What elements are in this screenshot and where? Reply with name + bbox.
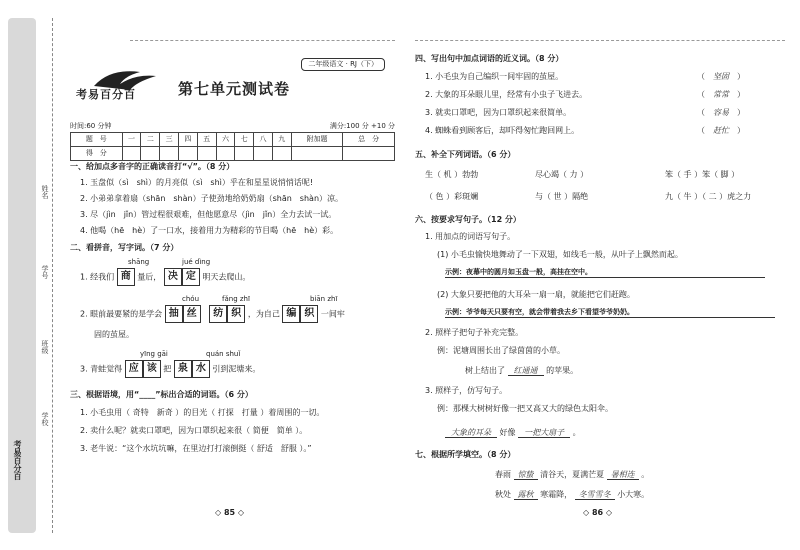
s2-q3	[80, 360, 260, 378]
char-box: 决	[164, 268, 182, 286]
s6-q2-example: 例：泥塘周围长出了绿茵茵的小草。	[437, 346, 565, 355]
score-header-cell: 七	[235, 133, 254, 147]
s5-r2-b: 与（ 世 ）隔绝	[535, 192, 589, 201]
name-label: 姓名	[41, 185, 49, 199]
section-6-title: 六、按要求写句子。（12 分）	[415, 215, 521, 224]
pinyin: chóu	[182, 295, 200, 303]
text: 好像	[499, 428, 516, 437]
char-box: 抽	[165, 305, 183, 323]
class-label: 班级	[41, 340, 49, 354]
text: 1. 经我们	[80, 272, 115, 282]
s6-q1b-answer: 示例：爷爷每天只要有空，就会带着我去乡下看望爷爷奶奶。	[445, 308, 775, 318]
pinyin: jué dìng	[182, 258, 211, 266]
char-box: 丝	[183, 305, 201, 323]
s5-r1-b: 尽心竭（ 力 ）	[535, 170, 589, 179]
s4-a1: （ 坚固 ）	[697, 72, 745, 81]
s1-q4: 4. 他喝（hē hè）了一口水，接着用力为精彩的节目喝（hē hè）彩。	[80, 226, 339, 235]
answer: 冬雪雪冬	[575, 490, 615, 500]
char-box: 泉	[174, 360, 192, 378]
pinyin: biān zhī	[310, 295, 338, 303]
s4-q1: 1. 小毛虫为自己编织一间牢固的茧屋。	[425, 72, 564, 81]
score-header-cell: 二	[141, 133, 160, 147]
answer: 露秋	[514, 490, 538, 500]
text: 一间牢	[320, 309, 345, 319]
text: 3. 青蛙觉得	[80, 364, 123, 374]
s5-r1-a: 生（ 机 ）勃勃	[425, 170, 479, 179]
section-2-title: 二、看拼音，写字词。（7 分）	[70, 243, 179, 252]
score-header-cell: 四	[178, 133, 197, 147]
score-header-cell: 六	[216, 133, 235, 147]
score-value-cell	[272, 147, 291, 161]
score-value-cell	[235, 147, 254, 161]
score-value-cell	[197, 147, 216, 161]
text: 寒霜降，	[540, 490, 573, 499]
text: ，为自己	[247, 309, 280, 319]
text: 秋处	[495, 490, 511, 499]
s6-q1a: (1) 小毛虫愉快地舞动了一下双翅，如线毛一般，从叶子上飘然而起。	[437, 250, 683, 259]
spine-logo: 考易百分百	[13, 440, 22, 480]
text: 的苹果。	[546, 366, 579, 375]
char-box: 织	[227, 305, 245, 323]
score-header-cell: 一	[122, 133, 141, 147]
s6-q3-example: 例：那棵大树树好像一把又高又大的绿色太阳伞。	[437, 404, 613, 413]
answer: 坚固	[713, 72, 729, 81]
pinyin: fǎng zhī	[222, 295, 250, 303]
answer: 一把大扇子	[518, 428, 570, 438]
s6-q3-answer	[445, 428, 581, 438]
s1-q1: 1. 玉盘似（sì shì）的月亮似（sì shì）乎在和星星说悄悄话呢!	[80, 178, 314, 187]
s4-q3: 3. 就卖口罩吧，因为口罩织起来很简单。	[425, 108, 572, 117]
text: 引到泥塘来。	[212, 364, 261, 374]
text: 2. 眼前最要紧的是学会	[80, 309, 163, 319]
score-value-cell	[160, 147, 179, 161]
answer: 容易	[713, 108, 729, 117]
binding-dashed-line	[52, 18, 53, 533]
score-value-cell	[254, 147, 273, 161]
s3-q2: 2. 卖什么呢？就卖口罩吧，因为口罩织起来很（ 简便 简单 ）。	[80, 426, 308, 435]
pinyin: yīng gāi	[140, 350, 168, 358]
char-box: 定	[182, 268, 200, 286]
score-header-cell: 三	[160, 133, 179, 147]
page-number-left: ◇ 85 ◇	[215, 508, 245, 517]
s2-q1	[80, 268, 250, 286]
char-box: 应	[125, 360, 143, 378]
score-table	[70, 132, 395, 161]
page-title: 第七单元测试卷	[178, 80, 291, 98]
s5-r2-c: 九（ 牛 ）（ 二 ）虎之力	[665, 192, 752, 201]
score-value-cell	[343, 147, 395, 161]
s6-q2: 2. 照样子把句子补充完整。	[425, 328, 524, 337]
right-page	[415, 10, 785, 530]
score-header-cell: 五	[197, 133, 216, 147]
s6-q2-fill	[465, 366, 578, 376]
pinyin: shāng	[128, 258, 150, 266]
score-value-row	[71, 147, 395, 161]
s4-q4: 4. 蜘蛛看到顾客后，却吓得匆忙跑回网上。	[425, 126, 580, 135]
text: 清谷天，夏满芒夏	[540, 470, 605, 479]
s6-q1b: (2) 大象只要把他的大耳朵一扇一扇，就能把它们赶跑。	[437, 290, 635, 299]
char-box: 水	[192, 360, 210, 378]
score-header-cell: 附加题	[291, 133, 343, 147]
time-info: 时间:60 分钟	[70, 122, 112, 130]
brand-logo: 考易百分百	[76, 88, 136, 101]
char-box: 编	[282, 305, 300, 323]
score-label-cell: 得 分	[71, 147, 123, 161]
score-header-cell: 八	[254, 133, 273, 147]
char-box: 该	[143, 360, 161, 378]
s3-q1: 1. 小毛虫用（ 奇特 新奇 ）的目光（ 打探 打量 ）着周围的一切。	[80, 408, 325, 417]
score-value-cell	[291, 147, 343, 161]
score-header-row	[71, 133, 395, 147]
s1-q3: 3. 尽（jìn jǐn）管过程很艰难，但他愿意尽（jìn jǐn）全力去试一试。	[80, 210, 337, 219]
answer: 赶忙	[713, 126, 729, 135]
s6-q1: 1. 用加点的词语写句子。	[425, 232, 516, 241]
s2-q2	[80, 305, 345, 323]
section-5-title: 五、补全下列词语。（6 分）	[415, 150, 516, 159]
grade-badge: 二年级语文 · RJ（下）	[301, 58, 385, 71]
s5-r2-a: （ 色 ）彩斑斓	[425, 192, 479, 201]
s7-r2	[495, 490, 649, 500]
pinyin: quán shuǐ	[206, 350, 241, 358]
school-label: 学校	[41, 412, 49, 426]
text: 明天去爬山。	[202, 272, 251, 282]
section-7-title: 七、根据所学填空。（8 分）	[415, 450, 516, 459]
left-page	[70, 10, 395, 530]
text: 。	[641, 470, 650, 479]
text: 。	[572, 428, 581, 437]
score-value-cell	[141, 147, 160, 161]
char-box: 纺	[209, 305, 227, 323]
s4-a3: （ 容易 ）	[697, 108, 745, 117]
answer: 常常	[713, 90, 729, 99]
text: 把	[163, 364, 172, 374]
s6-q3: 3. 照样子，仿写句子。	[425, 386, 508, 395]
score-header-cell: 总 分	[343, 133, 395, 147]
answer: 红通通	[508, 366, 544, 376]
s3-q3: 3. 老牛说：“这个水坑坑嘛，在里边打打滚倒挺（ 舒适 舒服 ）。”	[80, 444, 312, 453]
score-info: 满分:100 分 +10 分	[329, 122, 395, 130]
text: 春雨	[495, 470, 511, 479]
char-box: 织	[300, 305, 318, 323]
top-dash	[130, 40, 395, 41]
s5-r1-c: 笨（ 手 ）笨（ 脚 ）	[665, 170, 740, 179]
section-3-title: 三、根据语境，用“____”标出合适的词语。（6 分）	[70, 390, 253, 399]
section-4-title: 四、写出句中加点词语的近义词。（8 分）	[415, 54, 564, 63]
text: 小大寒。	[617, 490, 650, 499]
char-box: 商	[117, 268, 135, 286]
answer: 大象的耳朵	[445, 428, 497, 438]
score-value-cell	[216, 147, 235, 161]
s2-q2-line2: 固的茧屋。	[94, 330, 134, 339]
top-dash	[415, 40, 785, 41]
score-value-cell	[122, 147, 141, 161]
score-header-cell: 九	[272, 133, 291, 147]
score-value-cell	[178, 147, 197, 161]
id-label: 学号	[41, 265, 49, 279]
text: 树上结出了	[465, 366, 505, 375]
answer: 惊蛰	[514, 470, 538, 480]
s4-a4: （ 赶忙 ）	[697, 126, 745, 135]
s6-q1a-answer: 示例：夜幕中的圆月如玉盘一般，高挂在空中。	[445, 268, 765, 278]
section-1-title: 一、给加点多音字的正确读音打“√”。（8 分）	[70, 162, 235, 171]
answer: 暑相连	[607, 470, 639, 480]
page-number-right: ◇ 86 ◇	[583, 508, 613, 517]
s4-a2: （ 常常 ）	[697, 90, 745, 99]
text: 量后，	[137, 272, 162, 282]
s7-r1	[495, 470, 649, 480]
s1-q2: 2. 小弟弟拿着扇（shān shàn）子使劲地给奶奶扇（shān shàn）凉。	[80, 194, 344, 203]
s4-q2: 2. 大象的耳朵眼儿里，经常有小虫子飞进去。	[425, 90, 588, 99]
score-header-cell: 题 号	[71, 133, 123, 147]
